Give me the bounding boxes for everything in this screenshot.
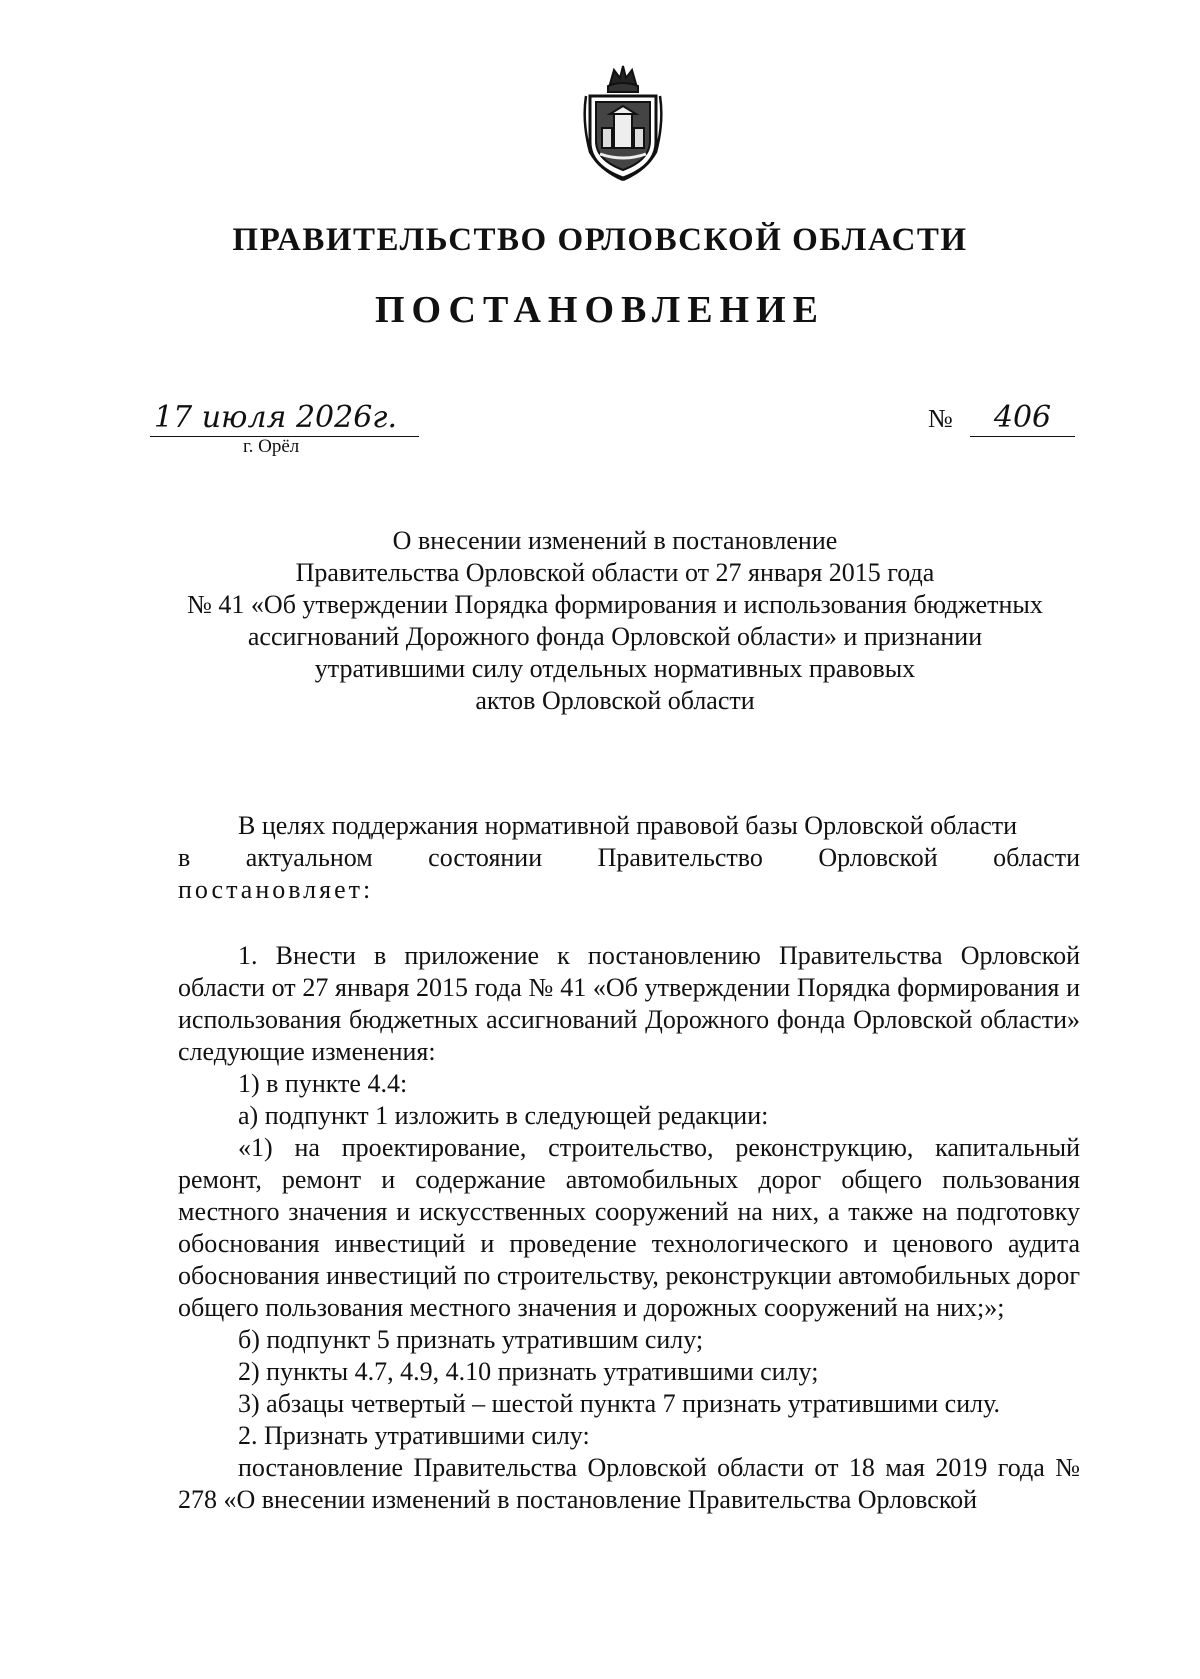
subject-line: актов Орловской области (475, 686, 755, 715)
organization-name: ПРАВИТЕЛЬСТВО ОРЛОВСКОЙ ОБЛАСТИ (232, 222, 968, 258)
subject-line: О внесении изменений в постановление (392, 526, 838, 555)
subject-line: № 41 «Об утверждении Порядка формирования и использования бюджетных (187, 590, 1043, 619)
number-sign: № (928, 404, 953, 433)
document-subject (150, 525, 1080, 717)
paragraph-2: 2. Признать утратившими силу: (238, 1421, 590, 1450)
document-number: 406 (970, 400, 1075, 437)
paragraph-1: 1. Внести в приложение к постановлению Правительства Орловской области от 27 января 2015 года № 41 «Об утверждении Порядка формирования и использования бюджетных ассигнований Дорожного фонда Орловской области» следующие изменения: (178, 941, 1080, 1066)
subject-line: утратившими силу отдельных нормативных правовых (314, 654, 916, 683)
preamble-line-2: в актуальном состоянии Правительство Орловской области (178, 843, 1080, 872)
paragraph-1-3: 3) абзацы четвертый – шестой пункта 7 признать утратившими силу. (238, 1389, 1001, 1418)
document-body (178, 810, 1080, 1516)
paragraph-1-1-b: б) подпункт 5 признать утратившим силу; (238, 1325, 704, 1354)
number-block (928, 400, 1078, 450)
paragraph-1-1: 1) в пункте 4.4: (238, 1069, 408, 1098)
paragraph-2-1: постановление Правительства Орловской области от 18 мая 2019 года № 278 «О внесении изменений в постановление Правительства Орловской (178, 1453, 1080, 1514)
date-block (150, 400, 430, 460)
preamble-line-1: В целях поддержания нормативной правовой базы Орловской области (238, 811, 1018, 840)
coat-of-arms-icon (580, 62, 666, 182)
preamble-resolves: постановляет: (178, 875, 374, 904)
paragraph-1-1-a-quote: «1) на проектирование, строительство, реконструкцию, капитальный ремонт, ремонт и содержание автомобильных дорог общего пользования местного значения и искусственных сооружений на них, а также на подготовку обоснования инвестиций и проведение технологического и ценового аудита обоснования инвестиций по строительству, реконструкции автомобильных дорог общего пользования местного значения и дорожных сооружений на них;»; (178, 1133, 1080, 1322)
document-date: 17 июля 2026г. (150, 400, 419, 437)
paragraph-1-1-a: а) подпункт 1 изложить в следующей редакции: (238, 1101, 769, 1130)
subject-line: ассигнований Дорожного фонда Орловской области» и признании (247, 622, 983, 651)
document-city: г. Орёл (243, 436, 300, 457)
paragraph-1-2: 2) пункты 4.7, 4.9, 4.10 признать утратившими силу; (238, 1357, 819, 1386)
subject-line: Правительства Орловской области от 27 января 2015 года (295, 558, 935, 587)
document-type-title: ПОСТАНОВЛЕНИЕ (374, 289, 826, 331)
